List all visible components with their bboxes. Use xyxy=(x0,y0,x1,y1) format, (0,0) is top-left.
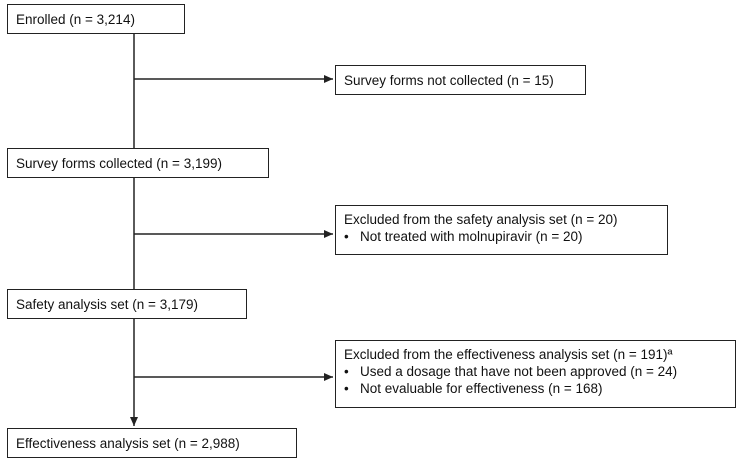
bullet-icon: • xyxy=(344,229,349,244)
collected-label: Survey forms collected (n = 3,199) xyxy=(16,156,222,171)
excluded-safety-item-label: Not treated with molnupiravir (n = 20) xyxy=(360,229,583,244)
excluded-effectiveness-item xyxy=(344,380,727,397)
excluded-effectiveness-item-label: Not evaluable for effectiveness (n = 168) xyxy=(360,381,603,396)
enrolled-box xyxy=(7,4,185,34)
excluded-effectiveness-item-label: Used a dosage that have not been approved (n = 24) xyxy=(360,364,678,379)
excluded-effectiveness-item xyxy=(344,363,727,380)
not-collected-label: Survey forms not collected (n = 15) xyxy=(344,73,554,88)
effectiveness-set-box xyxy=(7,428,297,458)
bullet-icon: • xyxy=(344,364,349,379)
enrolled-label: Enrolled (n = 3,214) xyxy=(16,12,135,27)
excluded-safety-box xyxy=(335,205,668,255)
excluded-safety-title: Excluded from the safety analysis set (n = 20) xyxy=(344,212,618,227)
bullet-icon: • xyxy=(344,381,349,396)
effectiveness-set-label: Effectiveness analysis set (n = 2,988) xyxy=(16,436,240,451)
collected-box xyxy=(7,148,269,178)
excluded-effectiveness-box xyxy=(335,340,736,408)
excluded-effectiveness-title: Excluded from the effectiveness analysis set (n = 191)ª xyxy=(344,347,673,362)
not-collected-box xyxy=(335,65,586,95)
excluded-safety-item xyxy=(344,228,659,245)
safety-set-box xyxy=(7,289,247,319)
safety-set-label: Safety analysis set (n = 3,179) xyxy=(16,297,198,312)
